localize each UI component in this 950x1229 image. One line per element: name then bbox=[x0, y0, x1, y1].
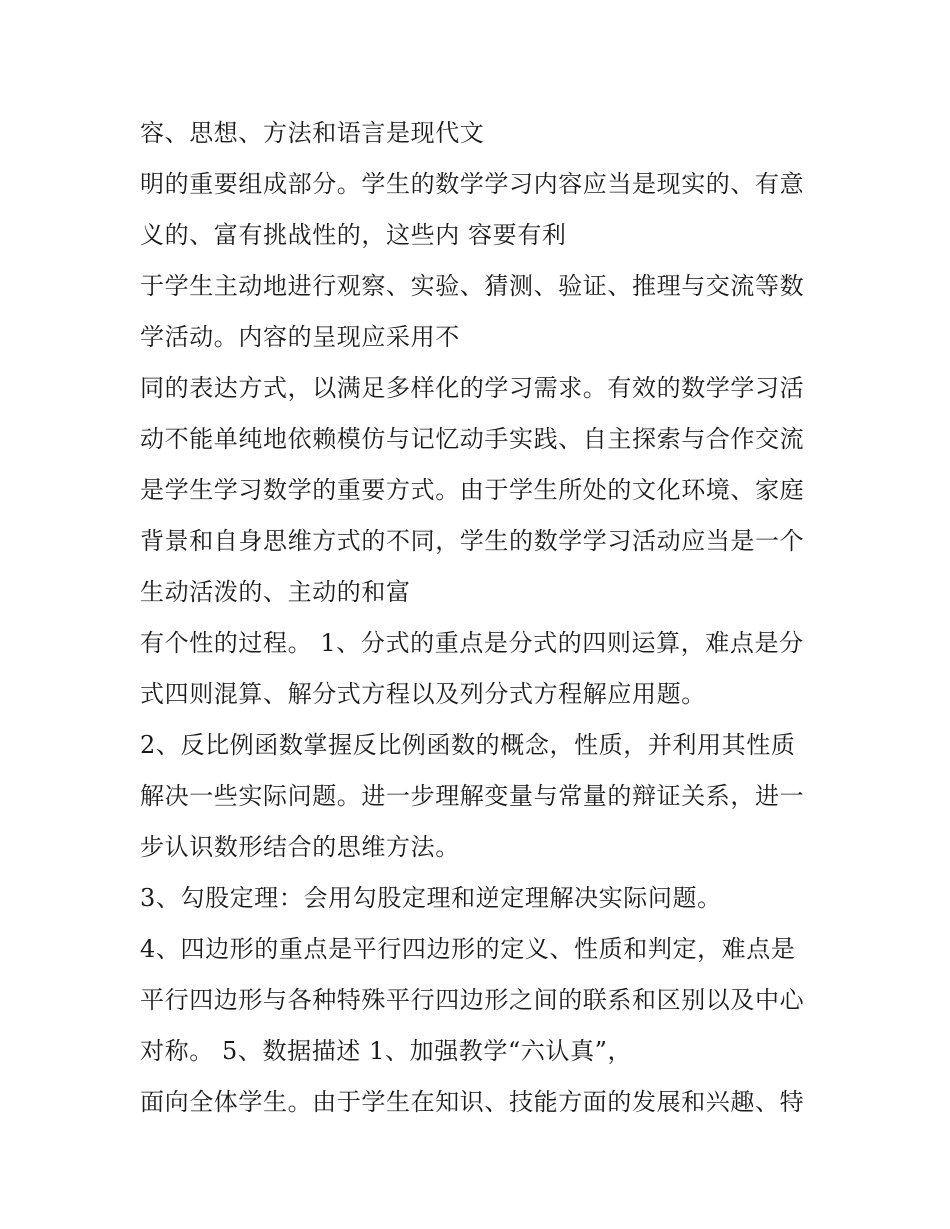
text-line: 明的重要组成部分。学生的数学学习内容应当是现实的、有意 bbox=[140, 170, 805, 198]
text-line: 2、反比例函数掌握反比例函数的概念，性质，并利用其性质 bbox=[140, 731, 796, 759]
text-line: 面向全体学生。由于学生在知识、技能方面的发展和兴趣、特 bbox=[140, 1088, 805, 1116]
text-line: 对称。 5、数据描述 1、加强教学“六认真”， bbox=[140, 1037, 633, 1065]
text-line: 于学生主动地进行观察、实验、猜测、验证、推理与交流等数 bbox=[140, 272, 805, 300]
text-line: 义的、富有挑战性的，这些内 容要有利 bbox=[140, 221, 567, 249]
text-line: 容、思想、方法和语言是现代文 bbox=[140, 119, 485, 147]
text-line: 是学生学习数学的重要方式。由于学生所处的文化环境、家庭 bbox=[140, 476, 805, 504]
text-line: 3、勾股定理：会用勾股定理和逆定理解决实际问题。 bbox=[140, 884, 722, 912]
text-line: 平行四边形与各种特殊平行四边形之间的联系和区别以及中心 bbox=[140, 986, 805, 1014]
text-line: 4、四边形的重点是平行四边形的定义、性质和判定，难点是 bbox=[140, 935, 796, 963]
text-line: 式四则混算、解分式方程以及列分式方程解应用题。 bbox=[140, 680, 706, 708]
text-line: 步认识数形结合的思维方法。 bbox=[140, 833, 460, 861]
text-line: 同的表达方式，以满足多样化的学习需求。有效的数学学习活 bbox=[140, 374, 805, 402]
document-body bbox=[140, 108, 820, 1128]
text-line: 背景和自身思维方式的不同，学生的数学学习活动应当是一个 bbox=[140, 527, 805, 555]
text-line: 有个性的过程。 1、分式的重点是分式的四则运算，难点是分 bbox=[140, 629, 804, 657]
text-line: 学活动。内容的呈现应采用不 bbox=[140, 323, 460, 351]
text-line: 生动活泼的、主动的和富 bbox=[140, 578, 411, 606]
text-line: 解决一些实际问题。进一步理解变量与常量的辩证关系，进一 bbox=[140, 782, 805, 810]
text-line: 动不能单纯地依赖模仿与记忆动手实践、自主探索与合作交流 bbox=[140, 425, 805, 453]
